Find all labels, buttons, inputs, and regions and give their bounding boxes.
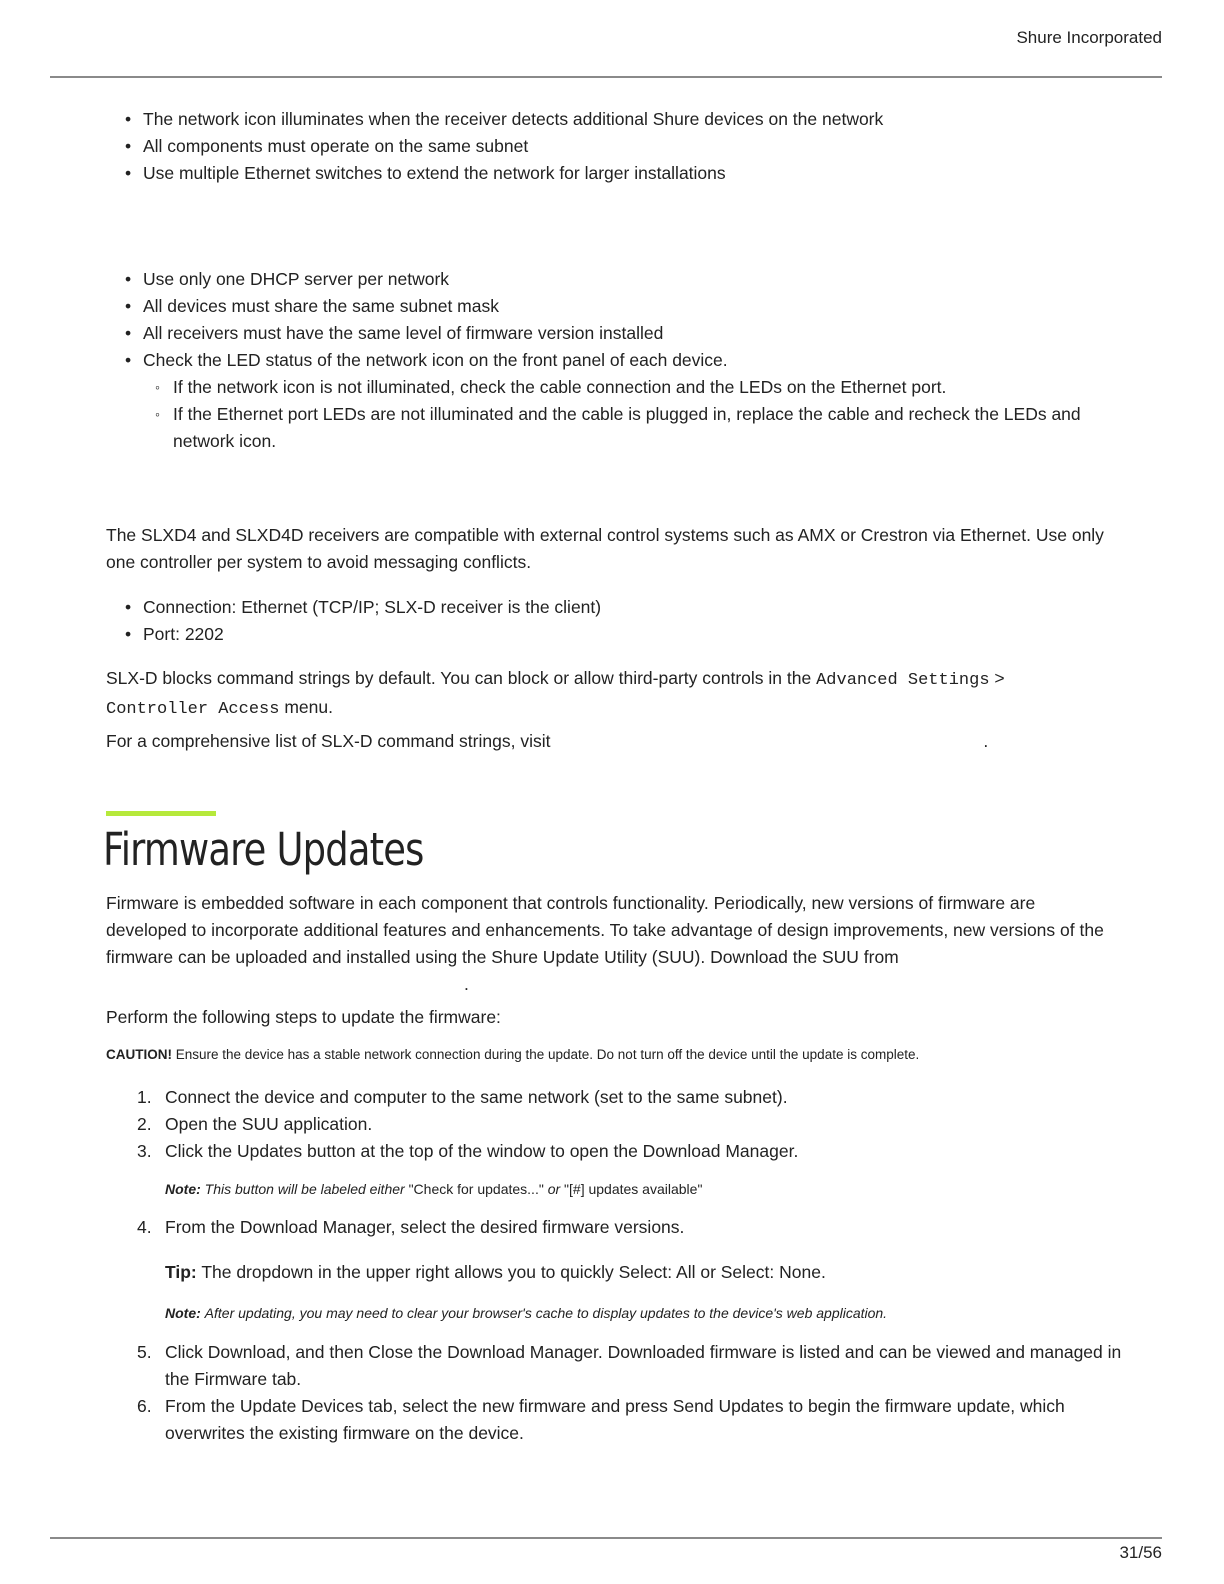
page-number: 31/56 — [1119, 1543, 1162, 1562]
list-item: • Use multiple Ethernet switches to extend the network for larger installations — [125, 160, 1115, 187]
steps-list-c — [132, 1339, 1122, 1447]
control-list — [125, 594, 1115, 648]
menu-path-advanced-settings: Advanced Settings — [816, 671, 990, 690]
list-item — [125, 347, 1115, 455]
list-item: • All receivers must have the same level of firmware version installed — [125, 320, 1115, 347]
step-item: 6. From the Update Devices tab, select the new firmware and press Send Updates to begin the firmware update, which overwrites the existing firmware on the device. — [137, 1396, 1065, 1443]
list-item-text: Check the LED status of the network icon on the front panel of each device. — [143, 350, 728, 370]
header-divider — [50, 76, 1162, 78]
perform-steps-text: Perform the following steps to update the firmware: — [106, 1007, 501, 1027]
sublist-item: ◦ If the Ethernet port LEDs are not illuminated and the cable is plugged in, replace the cable and recheck the LEDs and network icon. — [155, 401, 1115, 455]
firmware-intro: Firmware is embedded software in each component that controls functionality. Periodically, new versions of firmware are developed to incorporate additional features and enhancements. To take advantage of design improvements, new versions of the firmware can be uploaded and installed using the Shure Update Utility (SUU). Download the SUU from . — [106, 893, 1104, 994]
header-company-name: Shure Incorporated — [1016, 28, 1162, 47]
step-item: 1. Connect the device and computer to the same network (set to the same subnet). — [137, 1087, 788, 1107]
sublist-item: ◦ If the network icon is not illuminated, check the cable connection and the LEDs on the Ethernet port. — [155, 374, 1115, 401]
list-item: • The network icon illuminates when the receiver detects additional Shure devices on the network — [125, 106, 1115, 133]
network-list — [125, 106, 1115, 187]
troubleshoot-list — [125, 266, 1115, 455]
step-item: 5. Click Download, and then Close the Download Manager. Downloaded firmware is listed and can be viewed and managed in the Firmware tab. — [137, 1342, 1122, 1389]
caution-label: CAUTION! — [106, 1047, 172, 1062]
list-item: • All devices must share the same subnet mask — [125, 293, 1115, 320]
visit-paragraph: For a comprehensive list of SLX-D command strings, visit . — [106, 731, 989, 751]
caution-message: CAUTION! Ensure the device has a stable network connection during the update. Do not turn off the device until the update is complete. — [106, 1047, 920, 1062]
step-item: 3. Click the Updates button at the top of the window to open the Download Manager. — [137, 1141, 799, 1161]
section-accent-bar — [106, 811, 216, 816]
list-item: • Use only one DHCP server per network — [125, 266, 1115, 293]
step-item: 2. Open the SUU application. — [137, 1114, 373, 1134]
control-intro: The SLXD4 and SLXD4D receivers are compatible with external control systems such as AMX or Crestron via Ethernet. Use only one controller per system to avoid messaging conflicts. — [106, 525, 1104, 572]
list-item: • Port: 2202 — [125, 621, 1115, 648]
block-commands-paragraph: SLX-D blocks command strings by default. You can block or allow third-party controls in the Advanced Settings > Controller Access menu. — [106, 668, 1005, 719]
list-item: • Connection: Ethernet (TCP/IP; SLX-D receiver is the client) — [125, 594, 1115, 621]
tip-label: Tip: — [165, 1262, 197, 1282]
step-item: 4. From the Download Manager, select the desired firmware versions. — [137, 1217, 685, 1237]
tip-message: Tip: The dropdown in the upper right allows you to quickly Select: All or Select: None. — [165, 1262, 826, 1282]
list-item: • All components must operate on the same subnet — [125, 133, 1115, 160]
section-title: Firmware Updates — [103, 823, 424, 876]
steps-list-b — [132, 1214, 1122, 1241]
footer-divider — [50, 1537, 1162, 1539]
note-button-label: Note: This button will be labeled either "Check for updates..." or "[#] updates available" — [165, 1181, 703, 1197]
menu-path-controller-access: Controller Access — [106, 700, 280, 719]
steps-list-a — [132, 1084, 1122, 1165]
note-browser-cache: Note: After updating, you may need to clear your browser's cache to display updates to the device's web application. — [165, 1305, 888, 1321]
troubleshoot-sublist — [155, 374, 1115, 455]
